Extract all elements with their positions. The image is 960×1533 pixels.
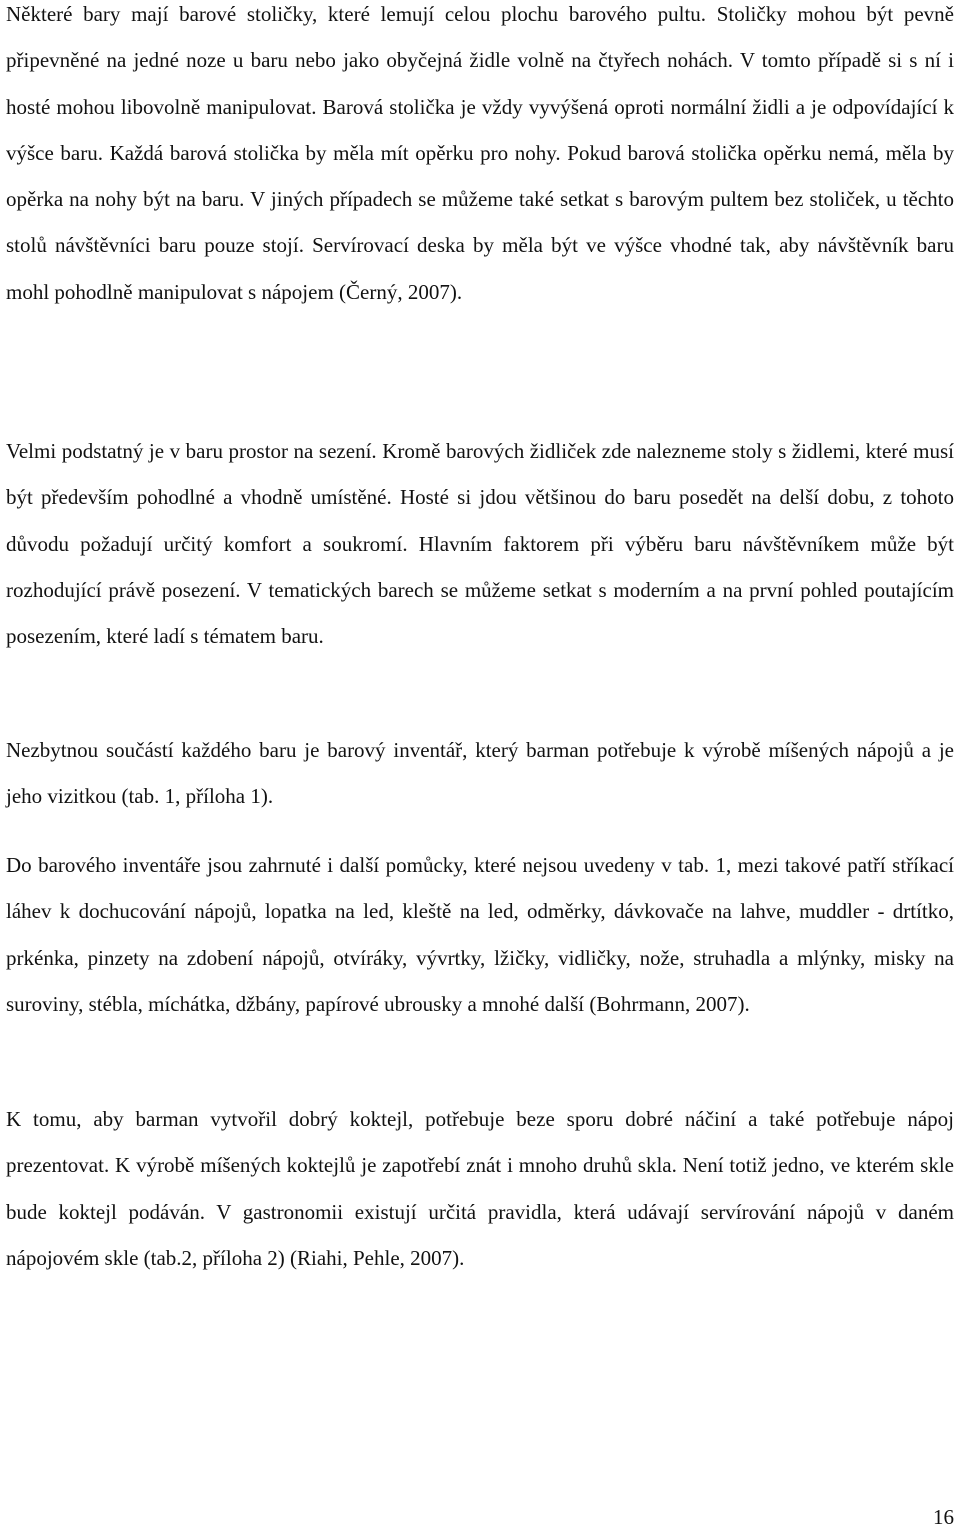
paragraph-glassware: K tomu, aby barman vytvořil dobrý koktejl, potřebuje beze sporu dobré náčiní a také potřebuje nápoj prezentovat. K výrobě míšených koktejlů je zapotřebí znát i mnoho druhů skla. Není totiž jedno, ve kterém skle bude koktejl podáván. V gastronomii existují určitá pravidla, která udávají servírování nápojů v daném nápojovém skle (tab.2, příloha 2) (Riahi, Pehle, 2007). <box>6 1107 954 1270</box>
paragraph-other-tools: Do barového inventáře jsou zahrnuté i další pomůcky, které nejsou uvedeny v tab. 1, mezi takové patří stříkací láhev k dochucování nápojů, lopatka na led, kleště na led, odměrky, dávkovače na lahve, muddler - drtítko, prkénka, pinzety na zdobení nápojů, otvíráky, vývrtky, lžičky, vidličky, nože, struhadla a mlýnky, misky na suroviny, stébla, míchátka, džbány, papírové ubrousky a mnohé další (Bohrmann, 2007). <box>6 853 954 1016</box>
paragraph-seating: Velmi podstatný je v baru prostor na sezení. Kromě barových židliček zde nalezneme stoly s židlemi, které musí být především pohodlné a vhodně umístěné. Hosté si jdou většinou do baru posedět na delší dobu, z tohoto důvodu požadují určitý komfort a soukromí. Hlavním faktorem při výběru baru návštěvníkem může být rozhodující právě posezení. V tematických barech se můžeme setkat s moderním a na první pohled poutajícím posezením, které ladí s tématem baru. <box>6 439 954 649</box>
paragraph-bar-stools: Některé bary mají barové stoličky, které lemují celou plochu barového pultu. Stoličky mohou být pevně připevněné na jedné noze u baru nebo jako obyčejná židle volně na čtyřech nohách. V tomto případě si s ní i hosté mohou libovolně manipulovat. Barová stolička je vždy vyvýšená oproti normální židli a je odpovídající k výšce baru. Každá barová stolička by měla mít opěrku pro nohy. Pokud barová stolička opěrku nemá, měla by opěrka na nohy být na baru. V jiných případech se můžeme také setkat s barovým pultem bez stoliček, u těchto stolů návštěvníci baru pouze stojí. Servírovací deska by měla být ve výšce vhodné tak, aby návštěvník baru mohl pohodlně manipulovat s nápojem (Černý, 2007). <box>6 2 954 304</box>
paragraph-bar-inventory: Nezbytnou součástí každého baru je barový inventář, který barman potřebuje k výrobě míšených nápojů a je jeho vizitkou (tab. 1, příloha 1). <box>6 738 954 809</box>
page-number: 16 <box>933 1505 954 1529</box>
